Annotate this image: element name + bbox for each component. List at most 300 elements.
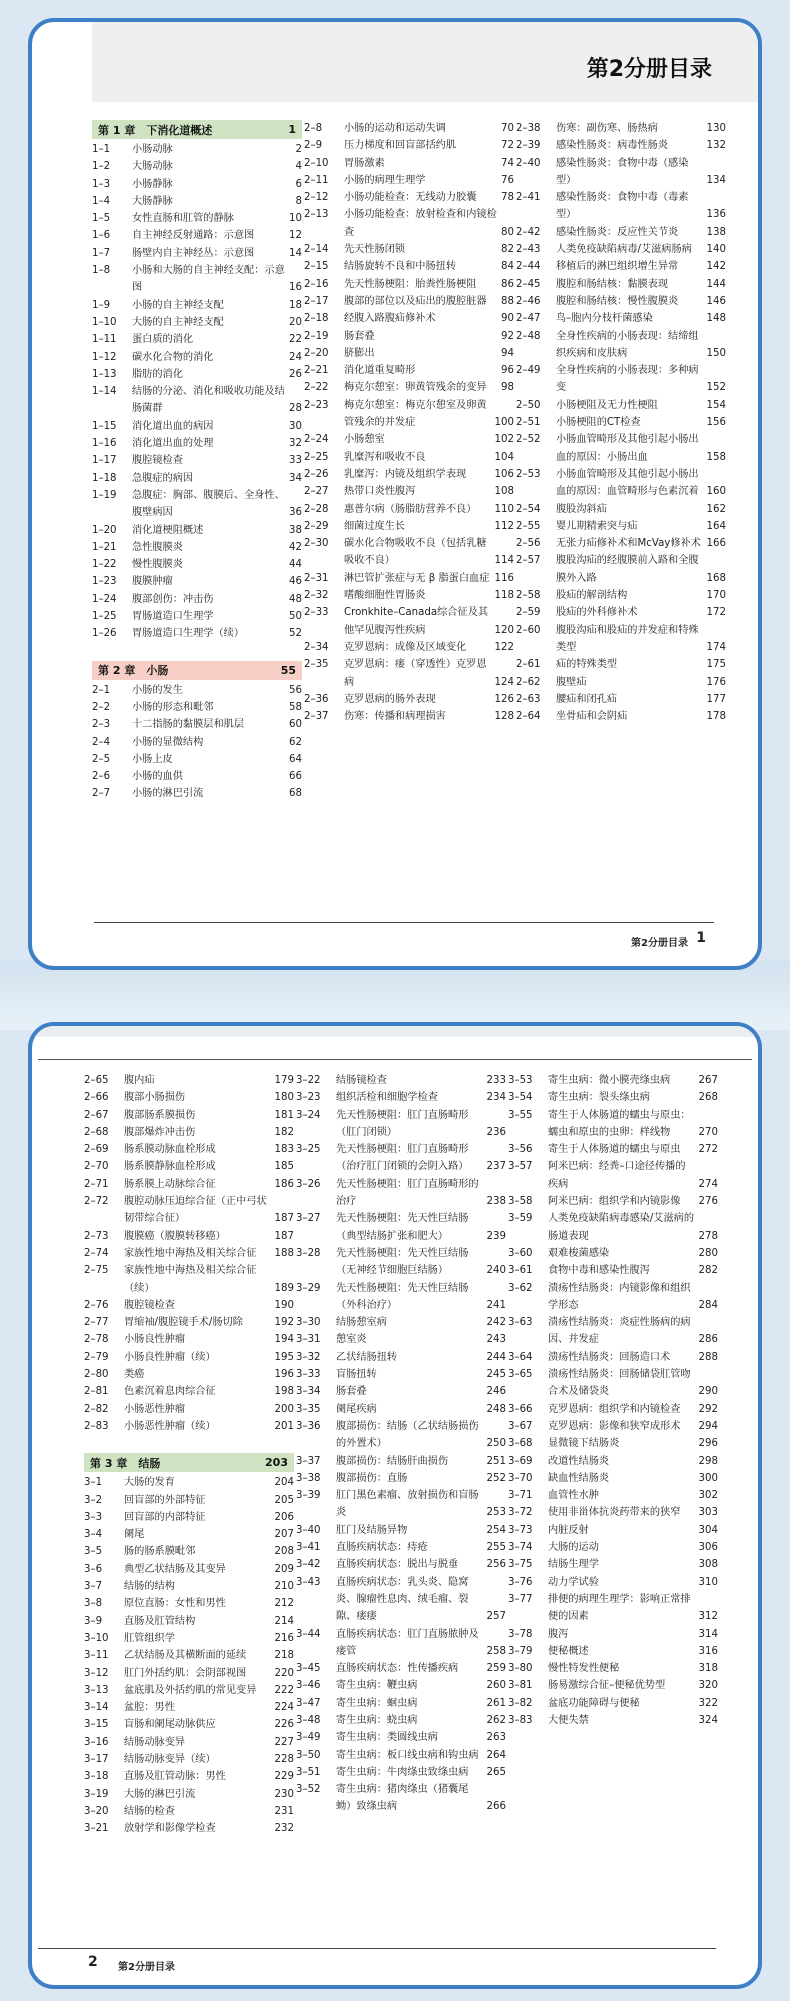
entry-title: 腹腔镜检查 xyxy=(124,1299,175,1311)
entry-title: 盲肠扭转 xyxy=(336,1369,377,1381)
toc-entry[interactable] xyxy=(84,1401,294,1418)
toc-entry[interactable] xyxy=(304,483,514,500)
toc-entry[interactable] xyxy=(508,1366,718,1401)
entry-number: 2–19 xyxy=(304,330,329,342)
toc-column-2 xyxy=(304,120,514,725)
entry-title: 结肠生理学 xyxy=(548,1559,599,1571)
entry-number: 3–44 xyxy=(296,1628,321,1640)
toc-entry[interactable] xyxy=(304,656,514,691)
entry-title: 盆底肌及外括约肌的常见变异 xyxy=(124,1684,257,1696)
toc-entry[interactable] xyxy=(92,785,302,802)
toc-entry[interactable] xyxy=(516,310,726,327)
entry-number: 3–40 xyxy=(296,1524,321,1536)
toc-entry[interactable] xyxy=(516,587,726,604)
toc-entry[interactable] xyxy=(92,539,302,556)
toc-entry[interactable] xyxy=(296,1660,506,1677)
toc-entry[interactable] xyxy=(84,1176,294,1193)
toc-column-2 xyxy=(296,1072,506,1816)
toc-entry[interactable] xyxy=(92,487,302,522)
toc-entry[interactable] xyxy=(92,297,302,314)
toc-entry[interactable] xyxy=(304,293,514,310)
toc-entry[interactable] xyxy=(304,691,514,708)
toc-entry[interactable] xyxy=(92,366,302,383)
toc-entry[interactable] xyxy=(516,189,726,224)
toc-entry[interactable] xyxy=(92,452,302,469)
toc-entry[interactable] xyxy=(92,314,302,331)
toc-entry[interactable] xyxy=(516,224,726,241)
toc-entry[interactable] xyxy=(92,158,302,175)
entry-page: 259 xyxy=(486,1663,506,1675)
toc-entry[interactable] xyxy=(84,1578,294,1595)
toc-entry[interactable] xyxy=(92,591,302,608)
toc-entry[interactable] xyxy=(296,1210,506,1245)
toc-entry[interactable] xyxy=(304,587,514,604)
toc-entry[interactable] xyxy=(516,258,726,275)
entry-number: 3–82 xyxy=(508,1697,533,1709)
entry-page: 138 xyxy=(706,226,726,238)
toc-entry[interactable] xyxy=(84,1141,294,1158)
toc-entry[interactable] xyxy=(84,1630,294,1647)
entry-title: 细菌过度生长 xyxy=(344,520,406,532)
entry-number: 3–65 xyxy=(508,1369,533,1381)
toc-entry[interactable] xyxy=(92,608,302,625)
toc-entry[interactable] xyxy=(92,522,302,539)
toc-entry[interactable] xyxy=(296,1089,506,1106)
toc-entry[interactable] xyxy=(296,1539,506,1556)
toc-entry[interactable] xyxy=(516,691,726,708)
entry-number: 3–58 xyxy=(508,1196,533,1208)
toc-entry[interactable] xyxy=(508,1660,718,1677)
toc-entry[interactable] xyxy=(304,310,514,327)
toc-entry[interactable] xyxy=(508,1487,718,1504)
toc-entry[interactable] xyxy=(92,470,302,487)
toc-entry[interactable] xyxy=(304,431,514,448)
entry-title: 克罗恩病：瘘（穿透性）克罗恩病 xyxy=(344,659,487,688)
entry-number: 3–71 xyxy=(508,1490,533,1502)
entry-title: 克罗恩病的肠外表现 xyxy=(344,693,436,705)
toc-entry[interactable] xyxy=(296,1764,506,1781)
entry-number: 2–72 xyxy=(84,1196,109,1208)
entry-number: 2–20 xyxy=(304,347,329,359)
toc-entry[interactable] xyxy=(304,328,514,345)
entry-page: 84 xyxy=(501,261,514,273)
entry-number: 1–15 xyxy=(92,420,117,432)
toc-entry[interactable] xyxy=(508,1141,718,1158)
toc-entry[interactable] xyxy=(84,1665,294,1682)
toc-entry[interactable] xyxy=(84,1349,294,1366)
toc-entry[interactable] xyxy=(92,734,302,751)
toc-entry[interactable] xyxy=(508,1643,718,1660)
entry-page: 236 xyxy=(486,1126,506,1138)
toc-entry[interactable] xyxy=(508,1107,718,1142)
toc-entry[interactable] xyxy=(84,1107,294,1124)
toc-entry[interactable] xyxy=(92,768,302,785)
toc-entry[interactable] xyxy=(296,1245,506,1280)
entry-title: 肠的肠系膜毗邻 xyxy=(124,1546,196,1558)
toc-entry[interactable] xyxy=(296,1401,506,1418)
toc-entry[interactable] xyxy=(304,345,514,362)
entry-title: 消化道重复畸形 xyxy=(344,365,416,377)
toc-entry[interactable] xyxy=(508,1401,718,1418)
entry-number: 3–14 xyxy=(84,1702,109,1714)
toc-entry[interactable] xyxy=(508,1349,718,1366)
toc-entry[interactable] xyxy=(84,1595,294,1612)
entry-title: 小肠血管畸形及其他引起小肠出血的原因：血管畸形与色素沉着 xyxy=(556,468,699,498)
toc-entry[interactable] xyxy=(296,1781,506,1816)
toc-entry[interactable] xyxy=(508,1435,718,1452)
toc-entry[interactable] xyxy=(296,1522,506,1539)
toc-entry[interactable] xyxy=(92,331,302,348)
toc-entry[interactable] xyxy=(304,518,514,535)
toc-entry[interactable] xyxy=(304,206,514,241)
toc-entry[interactable] xyxy=(92,699,302,716)
toc-entry[interactable] xyxy=(296,1418,506,1453)
entry-title: 大便失禁 xyxy=(548,1714,589,1726)
entry-title: 阿米巴病：经粪–口途径传播的疾病 xyxy=(548,1161,686,1190)
toc-entry[interactable] xyxy=(508,1539,718,1556)
toc-entry[interactable] xyxy=(304,241,514,258)
toc-entry[interactable] xyxy=(508,1712,718,1729)
chapter-heading[interactable] xyxy=(92,120,302,139)
entry-page: 64 xyxy=(289,753,302,765)
toc-entry[interactable] xyxy=(304,189,514,206)
toc-entry[interactable] xyxy=(296,1314,506,1331)
entry-number: 1–1 xyxy=(92,144,111,155)
toc-entry[interactable] xyxy=(84,1561,294,1578)
entry-number: 3–5 xyxy=(84,1546,103,1558)
entry-title: 乳糜泻：内镜及组织学表现 xyxy=(344,468,467,480)
toc-entry[interactable] xyxy=(84,1751,294,1768)
toc-entry[interactable] xyxy=(296,1383,506,1400)
toc-entry[interactable] xyxy=(508,1314,718,1349)
toc-entry[interactable] xyxy=(508,1262,718,1279)
toc-entry[interactable] xyxy=(508,1158,718,1193)
toc-entry[interactable] xyxy=(508,1089,718,1106)
toc-entry[interactable] xyxy=(296,1574,506,1626)
toc-entry[interactable] xyxy=(508,1280,718,1315)
toc-entry[interactable] xyxy=(296,1729,506,1746)
toc-entry[interactable] xyxy=(508,1072,718,1089)
entry-number: 2–33 xyxy=(304,607,329,619)
toc-entry[interactable] xyxy=(508,1695,718,1712)
toc-entry[interactable] xyxy=(92,349,302,366)
toc-entry[interactable] xyxy=(304,155,514,172)
toc-entry[interactable] xyxy=(304,258,514,275)
toc-entry[interactable] xyxy=(516,120,726,137)
toc-entry[interactable] xyxy=(92,245,302,262)
toc-entry[interactable] xyxy=(92,176,302,193)
toc-entry[interactable] xyxy=(296,1072,506,1089)
toc-entry[interactable] xyxy=(516,362,726,397)
entry-title: 结肠憩室病 xyxy=(336,1317,387,1329)
toc-entry[interactable] xyxy=(92,193,302,210)
toc-entry[interactable] xyxy=(84,1383,294,1400)
toc-entry[interactable] xyxy=(92,573,302,590)
toc-entry[interactable] xyxy=(92,383,302,418)
entry-number: 2–10 xyxy=(304,157,329,169)
toc-entry[interactable] xyxy=(92,418,302,435)
entry-number: 2–6 xyxy=(92,771,111,783)
toc-entry[interactable] xyxy=(84,1124,294,1141)
entry-title: 改道性结肠炎 xyxy=(548,1455,610,1467)
toc-entry[interactable] xyxy=(296,1366,506,1383)
toc-entry[interactable] xyxy=(84,1089,294,1106)
toc-entry[interactable] xyxy=(304,397,514,432)
toc-entry[interactable] xyxy=(304,604,514,639)
entry-page: 254 xyxy=(486,1524,506,1536)
toc-entry[interactable] xyxy=(516,501,726,518)
toc-entry[interactable] xyxy=(92,435,302,452)
toc-entry[interactable] xyxy=(516,622,726,657)
toc-entry[interactable] xyxy=(508,1470,718,1487)
toc-entry[interactable] xyxy=(508,1591,718,1626)
chapter-heading[interactable] xyxy=(92,661,302,680)
entry-title: 感染性肠炎：病毒性肠炎 xyxy=(556,140,669,152)
toc-entry[interactable] xyxy=(84,1543,294,1560)
toc-entry[interactable] xyxy=(516,466,726,501)
entry-page: 292 xyxy=(698,1403,718,1415)
toc-entry[interactable] xyxy=(296,1695,506,1712)
toc-entry[interactable] xyxy=(84,1474,294,1491)
entry-page: 262 xyxy=(486,1714,506,1726)
toc-entry[interactable] xyxy=(516,137,726,154)
entry-title: 全身性疾病的小肠表现：多种病变 xyxy=(556,365,699,394)
toc-entry[interactable] xyxy=(516,397,726,414)
toc-entry[interactable] xyxy=(304,708,514,725)
entry-title: 梅克尔憩室：梅克尔憩室及卵黄管残余的并发症 xyxy=(344,399,487,429)
toc-entry[interactable] xyxy=(516,241,726,258)
toc-entry[interactable] xyxy=(304,120,514,137)
toc-entry[interactable] xyxy=(516,518,726,535)
entry-number: 3–12 xyxy=(84,1667,109,1679)
entry-title: 腹腔和肠结核：慢性腹膜炎 xyxy=(556,295,679,307)
toc-entry[interactable] xyxy=(508,1677,718,1694)
toc-entry[interactable] xyxy=(508,1193,718,1210)
toc-entry[interactable] xyxy=(92,682,302,699)
entry-number: 3–16 xyxy=(84,1736,109,1748)
toc-entry[interactable] xyxy=(508,1522,718,1539)
entry-number: 3–25 xyxy=(296,1144,321,1156)
entry-number: 2–3 xyxy=(92,719,111,731)
toc-entry[interactable] xyxy=(296,1349,506,1366)
toc-entry[interactable] xyxy=(296,1453,506,1470)
toc-entry[interactable] xyxy=(516,414,726,431)
toc-entry[interactable] xyxy=(84,1228,294,1245)
entry-page: 227 xyxy=(274,1736,294,1748)
toc-entry[interactable] xyxy=(92,716,302,733)
entry-title: 溃疡性结肠炎：回肠造口术 xyxy=(548,1351,671,1363)
toc-entry[interactable] xyxy=(84,1786,294,1803)
toc-entry[interactable] xyxy=(296,1747,506,1764)
toc-entry[interactable] xyxy=(304,172,514,189)
toc-entry[interactable] xyxy=(516,708,726,725)
entry-title: 肛门黑色素瘤、放射损伤和盲肠炎 xyxy=(336,1490,479,1519)
entry-title: 溃疡性结肠炎：回肠储袋肛管吻合术及储袋炎 xyxy=(548,1369,691,1398)
entry-page: 48 xyxy=(289,593,302,605)
toc-entry[interactable] xyxy=(84,1613,294,1630)
toc-column-3 xyxy=(516,120,726,725)
entry-title: 肠系膜动脉血栓形成 xyxy=(124,1144,216,1156)
entry-title: 移植后的淋巴组织增生异常 xyxy=(556,261,679,273)
entry-page: 72 xyxy=(501,140,514,152)
toc-entry[interactable] xyxy=(92,141,302,158)
entry-page: 42 xyxy=(289,541,302,553)
entry-title: 小肠的血供 xyxy=(132,771,183,783)
toc-entry[interactable] xyxy=(296,1470,506,1487)
entry-page: 152 xyxy=(706,382,726,394)
toc-entry[interactable] xyxy=(84,1492,294,1509)
toc-entry[interactable] xyxy=(296,1487,506,1522)
entry-number: 1–3 xyxy=(92,178,111,190)
toc-entry[interactable] xyxy=(508,1574,718,1591)
toc-entry[interactable] xyxy=(508,1453,718,1470)
toc-entry[interactable] xyxy=(508,1556,718,1573)
toc-entry[interactable] xyxy=(84,1297,294,1314)
toc-entry[interactable] xyxy=(296,1107,506,1142)
toc-entry[interactable] xyxy=(296,1176,506,1211)
toc-entry[interactable] xyxy=(304,535,514,570)
toc-entry[interactable] xyxy=(84,1366,294,1383)
entry-page: 114 xyxy=(494,555,514,567)
toc-entry[interactable] xyxy=(296,1626,506,1661)
toc-entry[interactable] xyxy=(296,1141,506,1176)
toc-entry[interactable] xyxy=(84,1418,294,1435)
toc-entry[interactable] xyxy=(84,1509,294,1526)
entry-title: 腹腔动脉压迫综合征（正中弓状韧带综合征） xyxy=(124,1196,267,1225)
entry-number: 2–60 xyxy=(516,624,541,636)
entry-page: 282 xyxy=(698,1265,718,1277)
entry-title: 小肠的运动和运动失调 xyxy=(344,123,446,134)
entry-title: 人类免疫缺陷病毒/艾滋病肠病 xyxy=(556,244,692,256)
entry-number: 2–37 xyxy=(304,711,329,723)
toc-entry[interactable] xyxy=(516,276,726,293)
chapter-title: 第 3 章 结肠 xyxy=(90,1456,161,1470)
toc-entry[interactable] xyxy=(296,1677,506,1694)
toc-entry[interactable] xyxy=(304,449,514,466)
toc-entry[interactable] xyxy=(84,1072,294,1089)
toc-entry[interactable] xyxy=(84,1716,294,1733)
page-title: 第2分册目录 xyxy=(586,57,712,82)
toc-entry[interactable] xyxy=(84,1158,294,1175)
entry-title: 碳水化合物的消化 xyxy=(132,351,214,363)
entry-title: 原位直肠：女性和男性 xyxy=(124,1598,226,1610)
toc-entry[interactable] xyxy=(84,1682,294,1699)
toc-entry[interactable] xyxy=(508,1418,718,1435)
toc-entry[interactable] xyxy=(84,1314,294,1331)
toc-entry[interactable] xyxy=(304,570,514,587)
toc-entry[interactable] xyxy=(516,535,726,552)
toc-entry[interactable] xyxy=(508,1210,718,1245)
toc-entry[interactable] xyxy=(84,1803,294,1820)
toc-entry[interactable] xyxy=(92,210,302,227)
entry-page: 252 xyxy=(486,1472,506,1484)
entry-page: 92 xyxy=(501,330,514,342)
entry-number: 2–61 xyxy=(516,659,541,671)
entry-page: 182 xyxy=(274,1126,294,1138)
entry-number: 3–30 xyxy=(296,1317,321,1329)
top-rule xyxy=(38,1059,752,1060)
toc-entry[interactable] xyxy=(508,1245,718,1262)
toc-entry[interactable] xyxy=(296,1712,506,1729)
toc-entry[interactable] xyxy=(296,1280,506,1315)
entry-title: 感染性肠炎：食物中毒（感染型） xyxy=(556,157,689,186)
entry-title: 急腹症：胸部、腹膜后、全身性、腹壁病因 xyxy=(132,489,285,519)
toc-entry[interactable] xyxy=(84,1262,294,1297)
entry-page: 176 xyxy=(706,676,726,688)
toc-entry[interactable] xyxy=(92,751,302,768)
toc-entry[interactable] xyxy=(92,625,302,642)
entry-number: 1–5 xyxy=(92,213,111,225)
toc-entry[interactable] xyxy=(508,1504,718,1521)
toc-entry[interactable] xyxy=(84,1699,294,1716)
toc-entry[interactable] xyxy=(304,501,514,518)
toc-entry[interactable] xyxy=(304,379,514,396)
toc-entry[interactable] xyxy=(84,1331,294,1348)
entry-title: 肠壁内自主神经丛：示意图 xyxy=(132,247,255,259)
toc-entry[interactable] xyxy=(84,1245,294,1262)
entry-number: 3–2 xyxy=(84,1494,103,1506)
entry-page: 108 xyxy=(494,486,514,498)
entry-number: 2–32 xyxy=(304,590,329,602)
toc-entry[interactable] xyxy=(92,556,302,573)
chapter-heading[interactable] xyxy=(84,1453,294,1472)
entry-title: 感染性肠炎：食物中毒（毒素型） xyxy=(556,192,689,221)
entry-number: 3–35 xyxy=(296,1403,321,1415)
toc-entry[interactable] xyxy=(304,276,514,293)
toc-entry[interactable] xyxy=(304,137,514,154)
entry-title: 疝的特殊类型 xyxy=(556,659,618,671)
toc-entry[interactable] xyxy=(516,431,726,466)
entry-title: 梅克尔憩室：卵黄管残余的变异 xyxy=(344,382,487,394)
entry-title: 自主神经反射通路：示意图 xyxy=(132,230,255,242)
toc-entry[interactable] xyxy=(92,262,302,297)
entry-page: 187 xyxy=(274,1213,294,1225)
entry-title: 胃缩袖/腹腔镜手术/肠切除 xyxy=(124,1317,243,1329)
toc-entry[interactable] xyxy=(84,1647,294,1664)
entry-title: 憩室炎 xyxy=(336,1334,367,1346)
entry-title: 克罗恩病：组织学和内镜检查 xyxy=(548,1403,681,1415)
toc-entry[interactable] xyxy=(508,1626,718,1643)
toc-entry[interactable] xyxy=(304,639,514,656)
entry-number: 1–20 xyxy=(92,524,117,536)
toc-entry[interactable] xyxy=(296,1331,506,1348)
toc-entry[interactable] xyxy=(516,552,726,587)
entry-page: 294 xyxy=(698,1420,718,1432)
toc-entry[interactable] xyxy=(92,227,302,244)
entry-number: 3–60 xyxy=(508,1247,533,1259)
toc-entry[interactable] xyxy=(84,1820,294,1837)
toc-entry[interactable] xyxy=(516,656,726,673)
entry-page: 322 xyxy=(698,1697,718,1709)
toc-entry[interactable] xyxy=(516,604,726,621)
toc-entry[interactable] xyxy=(296,1556,506,1573)
toc-entry[interactable] xyxy=(84,1193,294,1228)
toc-entry[interactable] xyxy=(516,155,726,190)
toc-entry[interactable] xyxy=(516,674,726,691)
entry-page: 324 xyxy=(698,1714,718,1726)
toc-entry[interactable] xyxy=(304,362,514,379)
toc-entry[interactable] xyxy=(84,1734,294,1751)
entry-title: 直肠疾病状态：乳头炎、隐窝炎、腺瘤性息肉、绒毛瘤、裂隙、瘘痿 xyxy=(336,1576,469,1623)
entry-page: 201 xyxy=(274,1420,294,1432)
toc-entry[interactable] xyxy=(516,293,726,310)
toc-entry[interactable] xyxy=(84,1526,294,1543)
toc-entry[interactable] xyxy=(304,466,514,483)
entry-title: 慢性腹膜炎 xyxy=(132,559,183,571)
entry-title: 放射学和影像学检查 xyxy=(124,1823,216,1835)
toc-entry[interactable] xyxy=(516,328,726,363)
toc-entry[interactable] xyxy=(84,1768,294,1785)
